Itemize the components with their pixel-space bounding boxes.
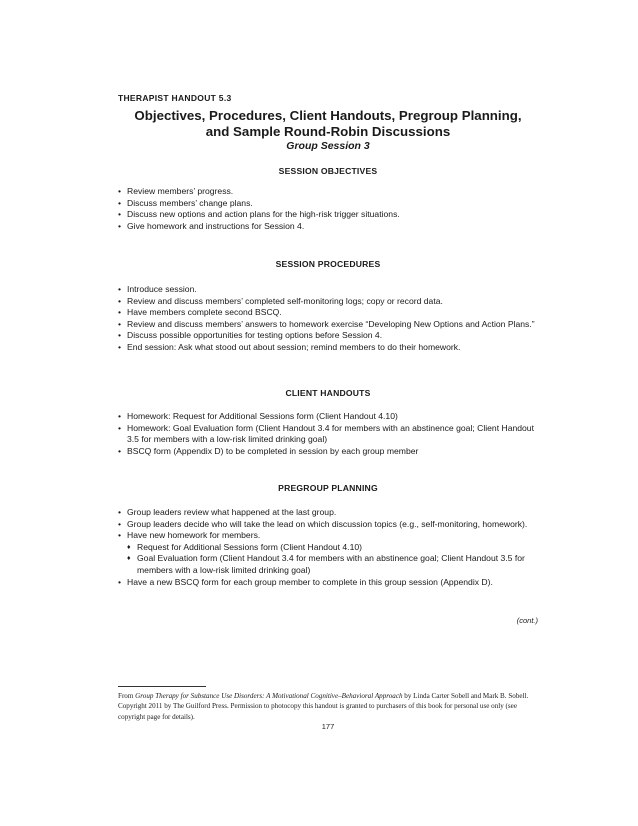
list-item: • Have new homework for members. ♦ Request for Additional Sessions form (Client Handout 4.10) ♦ Goal Evaluation form (Client Handout 3.4 for members with an abstinence goal; Client Handout 3.5 for members with a low-risk limited drinking goal) (118, 530, 538, 576)
bullet-icon: • (118, 295, 122, 306)
title-line-2: and Sample Round-Robin Discussions (205, 124, 451, 139)
page-number: 177 (321, 722, 335, 731)
list-item: • Homework: Goal Evaluation form (Client Handout 3.4 for members with an abstinence goal; Client Handout 3.5 for members with a low-risk limited drinking goal) (118, 422, 534, 445)
procedures-heading: SESSION PROCEDURES (275, 259, 381, 269)
procedures-list (118, 284, 538, 354)
bullet-icon: • (118, 445, 122, 456)
list-item: • BSCQ form (Appendix D) to be completed in session by each group member (118, 445, 419, 456)
handout-label: THERAPIST HANDOUT 5.3 (118, 93, 232, 103)
bullet-icon: • (118, 197, 122, 208)
diamond-bullet-icon: ♦ (127, 555, 131, 563)
book-title: Group Therapy for Substance Use Disorders: A Motivational Cognitive–Behavioral Approach (135, 692, 403, 700)
client-handouts-heading: CLIENT HANDOUTS (285, 388, 371, 398)
page-title (118, 108, 538, 140)
title-line-1: Objectives, Procedures, Client Handouts, Pregroup Planning, (134, 108, 522, 123)
objectives-list (118, 186, 538, 232)
bullet-icon: • (118, 186, 122, 196)
list-item: • Discuss possible opportunities for testing options before Session 4. (118, 330, 383, 341)
objectives-heading: SESSION OBJECTIVES (278, 166, 378, 176)
list-item: • Group leaders review what happened at the last group. (118, 507, 337, 517)
bullet-icon: • (118, 307, 122, 318)
bullet-icon: • (118, 318, 122, 329)
bullet-icon: • (118, 284, 122, 294)
bullet-icon: • (118, 518, 122, 529)
footnote-divider (118, 686, 206, 687)
homework-sublist (127, 542, 538, 577)
bullet-icon: • (118, 576, 122, 587)
bullet-icon: • (118, 530, 122, 541)
page-subtitle: Group Session 3 (286, 140, 370, 152)
bullet-icon: • (118, 220, 122, 231)
sub-list-item: ♦ Goal Evaluation form (Client Handout 3.4 for members with an abstinence goal; Client Handout 3.5 for members with a low-risk limited drinking goal) (127, 553, 525, 575)
list-item: • Homework: Request for Additional Sessions form (Client Handout 4.10) (118, 411, 398, 421)
list-item: • Give homework and instructions for Session 4. (118, 220, 305, 231)
list-item: • Group leaders decide who will take the lead on which discussion topics (e.g., self-monitoring, homework). (118, 518, 528, 529)
list-item: • End session: Ask what stood out about session; remind members to do their homework. (118, 341, 461, 352)
list-item: • Review and discuss members’ completed self-monitoring logs; copy or record data. (118, 295, 443, 306)
bullet-icon: • (118, 341, 122, 352)
bullet-icon: • (118, 411, 122, 421)
list-item: • Discuss new options and action plans for the high-risk trigger situations. (118, 209, 400, 220)
client-handouts-list (118, 411, 538, 457)
list-item: • Have members complete second BSCQ. (118, 307, 282, 318)
list-item: • Review members’ progress. (118, 186, 234, 196)
continued-note: (cont.) (516, 616, 538, 625)
pregroup-heading: PREGROUP PLANNING (278, 483, 378, 493)
sub-list-item: ♦ Request for Additional Sessions form (Client Handout 4.10) (127, 541, 362, 552)
bullet-icon: • (118, 507, 122, 517)
list-item: • Introduce session. (118, 284, 197, 294)
bullet-icon: • (118, 209, 122, 220)
copyright-footnote: From Group Therapy for Substance Use Disorders: A Motivational Cognitive–Behavioral Approach by Linda Carter Sobell and Mark B. Sobell. Copyright 2011 by The Guilford Press. Permission to photocopy this handout is granted to purchasers of this book for personal use only (see copyright page for details). (118, 692, 529, 721)
bullet-icon: • (118, 330, 122, 341)
diamond-bullet-icon: ♦ (127, 543, 131, 551)
list-item: • Discuss members’ change plans. (118, 197, 253, 208)
list-item: • Have a new BSCQ form for each group member to complete in this group session (Appendix D). (118, 576, 493, 587)
list-item: • Review and discuss members’ answers to homework exercise “Developing New Options and Action Plans.” (118, 318, 535, 329)
bullet-icon: • (118, 422, 122, 433)
pregroup-list (118, 507, 538, 588)
